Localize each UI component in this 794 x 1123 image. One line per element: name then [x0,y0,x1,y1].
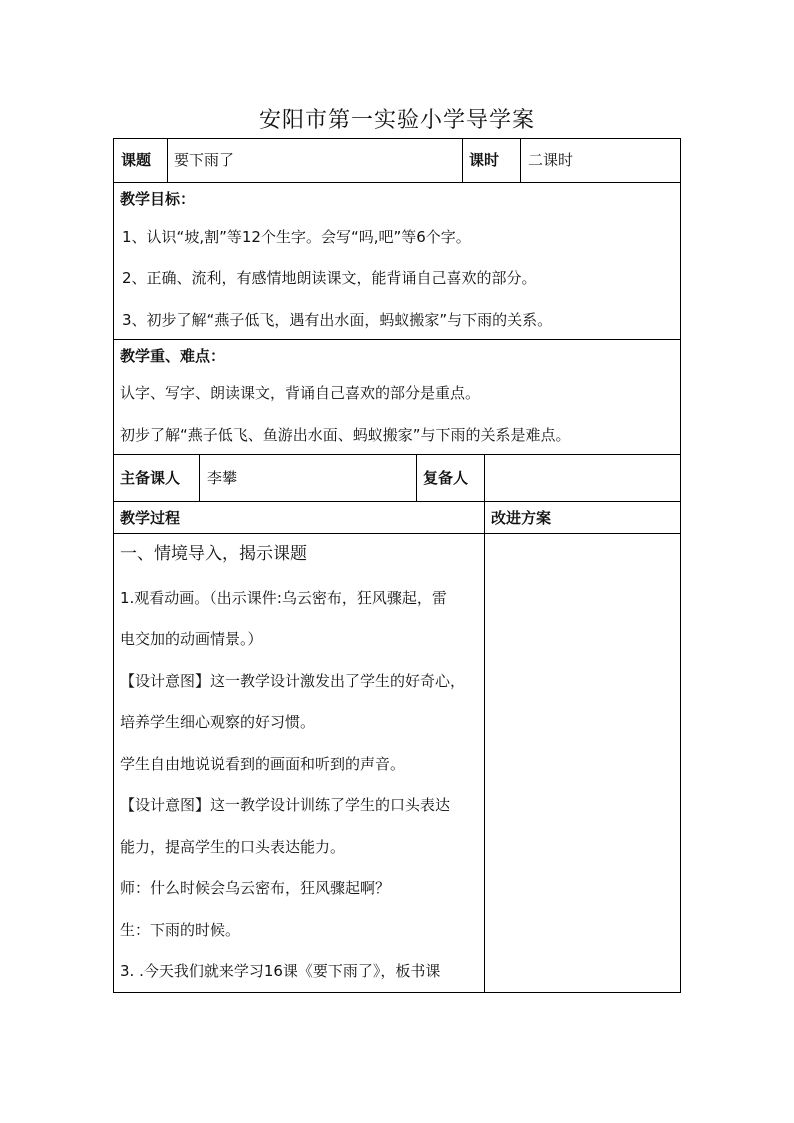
table-rule [113,533,681,534]
table-divider [520,138,521,182]
table-divider [199,454,200,501]
process-line: 3. .今天我们就来学习16课《要下雨了》，板书课 [120,962,441,980]
page-title: 安阳市第一实验小学导学案 [258,108,535,133]
key-point-item: 初步了解“燕子低飞、鱼游出水面、蚂蚁搬家”与下雨的关系是难点。 [120,426,571,444]
co-preparer-label: 复备人 [423,469,469,487]
table-border-bottom [113,992,681,993]
process-line: 生：下雨的时候。 [120,921,241,939]
table-border-left [113,138,114,993]
objectives-label: 教学目标： [120,190,196,208]
process-line: 1.观看动画。（出示课件:乌云密布，狂风骤起，雷 [120,589,447,607]
table-rule [113,182,681,183]
process-label: 教学过程 [120,509,181,527]
topic-label: 课题 [121,151,152,169]
process-line: 【设计意图】这一教学设计激发出了学生的好奇心， [120,672,466,690]
main-preparer-label: 主备课人 [120,469,181,487]
process-heading: 一、情境导入，揭示课题 [120,544,307,564]
main-preparer-value: 李攀 [207,469,238,487]
process-line: 培养学生细心观察的好习惯。 [120,713,316,731]
period-value: 二课时 [528,151,574,169]
topic-value: 要下雨了 [174,151,235,169]
key-point-item: 认字、写字、朗读课文，背诵自己喜欢的部分是重点。 [120,384,481,402]
objective-item: 3、初步了解“燕子低飞，遇有出水面，蚂蚁搬家”与下雨的关系。 [122,311,553,329]
key-points-label: 教学重、难点： [120,347,226,365]
process-line: 学生自由地说说看到的画面和听到的声音。 [120,755,406,773]
table-divider [167,138,168,182]
process-line: 师：什么时候会乌云密布，狂风骤起啊？ [120,879,391,897]
improvement-label: 改进方案 [491,509,552,527]
table-border-top [113,138,681,139]
table-rule [113,339,681,340]
process-line: 能力，提高学生的口头表达能力。 [120,838,346,856]
process-line: 【设计意图】这一教学设计训练了学生的口头表达 [120,796,451,814]
objective-item: 2、正确、流利，有感情地朗读课文，能背诵自己喜欢的部分。 [122,269,537,287]
lesson-plan-table [113,138,681,993]
table-rule [113,501,681,502]
table-border-right [680,138,681,993]
table-divider [416,454,417,501]
table-divider [462,138,463,182]
table-divider [484,454,485,501]
objective-item: 1、认识“坡,割”等12个生字。会写“吗,吧”等6个字。 [122,228,471,246]
period-label: 课时 [469,151,500,169]
process-line: 电交加的动画情景。） [120,630,263,648]
table-divider [484,501,485,993]
